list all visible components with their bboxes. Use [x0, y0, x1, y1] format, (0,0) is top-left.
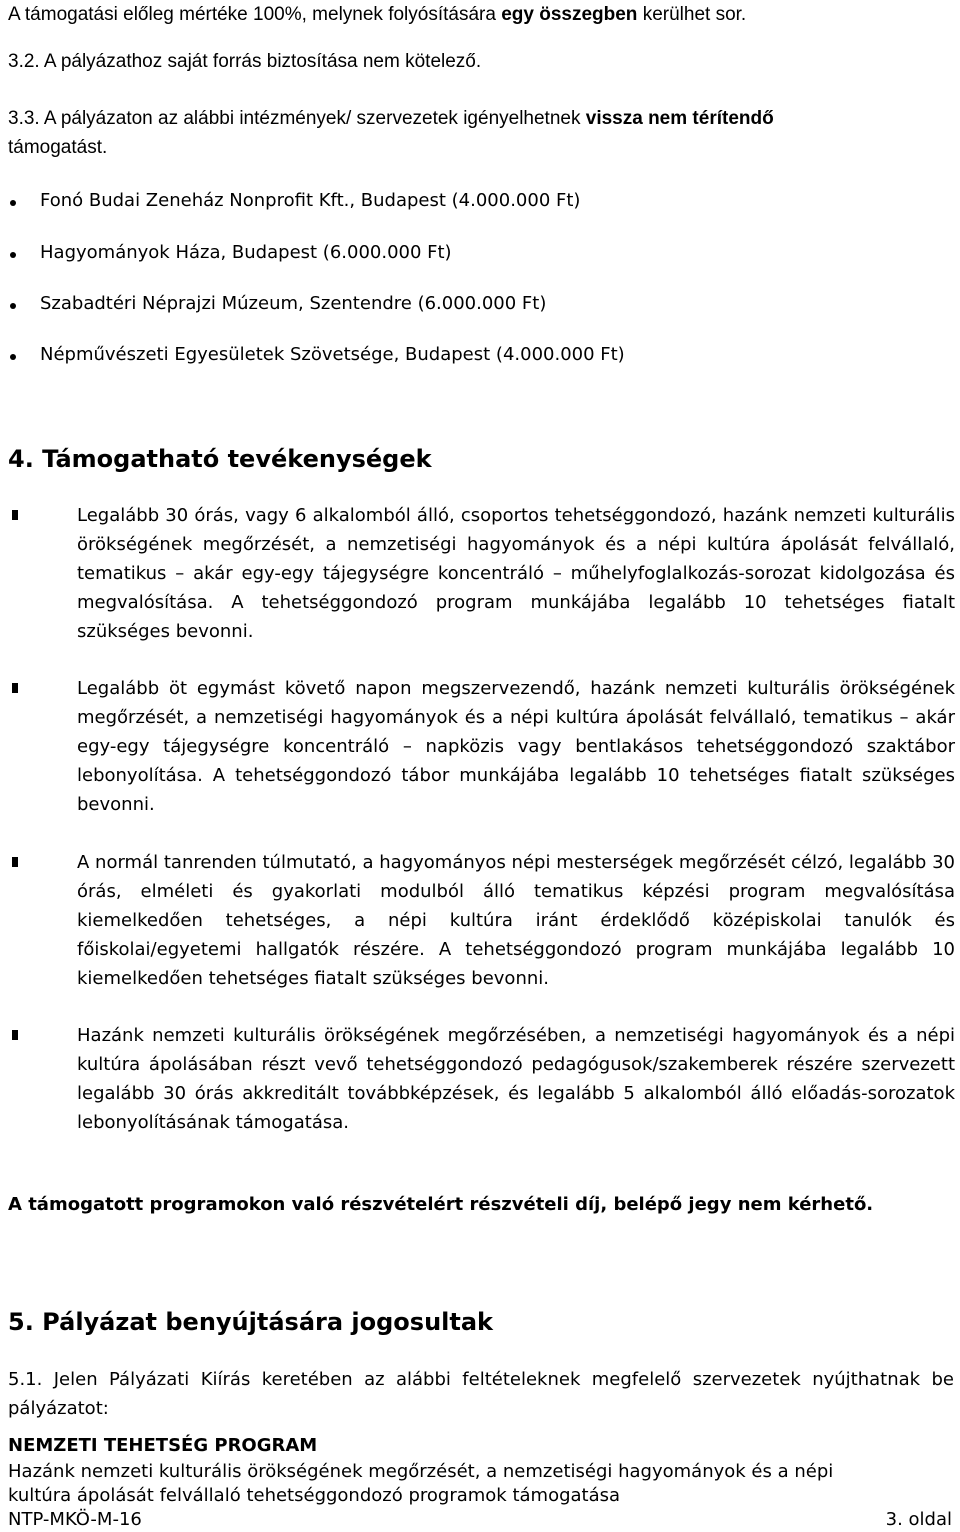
activity-item: Legalább öt egymást követő napon megszervezendő, hazánk nemzeti kulturális örökségének megőrzését, a nemzetiségi hagyományok és a népi kultúra ápolását felvállaló, tematikus – akár egy-egy tájegységre koncentráló – napközis vagy bentlakásos tehetséggondozó szaktábor lebonyolítása. A tehetséggondozó tábor munkájába legalább 10 tehetséges fiatalt szükséges bevonni.	[77, 678, 955, 815]
advance-payment-bold: egy összegben	[501, 4, 638, 25]
advance-payment-text: A támogatási előleg mértéke 100%, melynek folyósítására	[8, 4, 502, 25]
square-bullet-icon	[12, 683, 18, 693]
institution-item: Hagyományok Háza, Budapest (6.000.000 Ft)	[40, 242, 452, 263]
item-3-2: 3.2. A pályázathoz saját forrás biztosítása nem kötelező.	[8, 51, 482, 72]
footer-program-title: NEMZETI TEHETSÉG PROGRAM	[8, 1435, 318, 1456]
item-3-3-continuation: támogatást.	[8, 137, 108, 158]
activity-item: A normál tanrenden túlmutató, a hagyományos népi mesterségek megőrzését célzó, legalább 30 órás, elméleti és gyakorlati modulból álló tematikus képzési program megvalósítása kiemelkedően tehetséges, a népi kultúra iránt érdeklődő középiskolai tanulók és főiskolai/egyetemi hallgatók részére. A tehetséggondozó program munkájába legalább 10 kiemelkedően tehetséges fiatalt szükséges bevonni.	[77, 852, 955, 989]
section-4-heading: 4. Támogatható tevékenységek	[8, 445, 432, 473]
item-3-3	[8, 104, 954, 133]
advance-payment-suffix: kerülhet sor.	[637, 4, 747, 25]
item-3-3-bold: vissza nem térítendő	[585, 108, 774, 129]
activity-item: Hazánk nemzeti kulturális örökségének megőrzésében, a nemzetiségi hagyományok és a népi kultúra ápolásában részt vevő tehetséggondozó pedagógusok/szakemberek részére szervezett legalább 30 órás akkreditált továbbképzések, és legalább 5 alkalomból álló előadás-sorozatok lebonyolításának támogatása.	[77, 1025, 955, 1133]
institution-item: Fonó Budai Zeneház Nonprofit Kft., Budapest (4.000.000 Ft)	[40, 190, 581, 211]
advance-payment-line	[8, 0, 954, 29]
institution-item: Szabadtéri Néprajzi Múzeum, Szentendre (6.000.000 Ft)	[40, 293, 547, 314]
square-bullet-icon	[12, 1030, 18, 1040]
footer-subtitle-line-1: Hazánk nemzeti kulturális örökségének megőrzését, a nemzetiségi hagyományok és a népi	[8, 1461, 834, 1482]
footer-code: NTP-MKÖ-M-16	[8, 1509, 142, 1530]
section-5-heading: 5. Pályázat benyújtására jogosultak	[8, 1308, 494, 1336]
item-3-3-text: 3.3. A pályázaton az alábbi intézmények/ szervezetek igényelhetnek	[8, 108, 586, 129]
participation-fee-notice: A támogatott programokon való részvételért részvételi díj, belépő jegy nem kérhető.	[8, 1194, 874, 1215]
item-5-1: 5.1. Jelen Pályázati Kiírás keretében az alábbi feltételeknek megfelelő szervezetek nyújthatnak be pályázatot:	[8, 1369, 954, 1419]
square-bullet-icon	[12, 510, 18, 520]
bullet-dot-icon	[10, 252, 16, 258]
footer-subtitle-line-2: kultúra ápolását felvállaló tehetséggondozó programok támogatása	[8, 1485, 621, 1506]
institution-item: Népművészeti Egyesületek Szövetsége, Budapest (4.000.000 Ft)	[40, 344, 625, 365]
activity-item: Legalább 30 órás, vagy 6 alkalomból álló, csoportos tehetséggondozó, hazánk nemzeti kulturális örökségének megőrzését, a nemzetiségi hagyományok és a népi kultúra ápolását felvállaló, tematikus – akár egy-egy tájegységre koncentráló – műhelyfoglalkozás-sorozat kidolgozása és megvalósítása. A tehetséggondozó program munkájába legalább 10 tehetséges fiatalt szükséges bevonni.	[77, 505, 955, 642]
bullet-dot-icon	[10, 200, 16, 206]
bullet-dot-icon	[10, 354, 16, 360]
page-number: 3. oldal	[885, 1509, 952, 1530]
square-bullet-icon	[12, 857, 18, 867]
bullet-dot-icon	[10, 303, 16, 309]
